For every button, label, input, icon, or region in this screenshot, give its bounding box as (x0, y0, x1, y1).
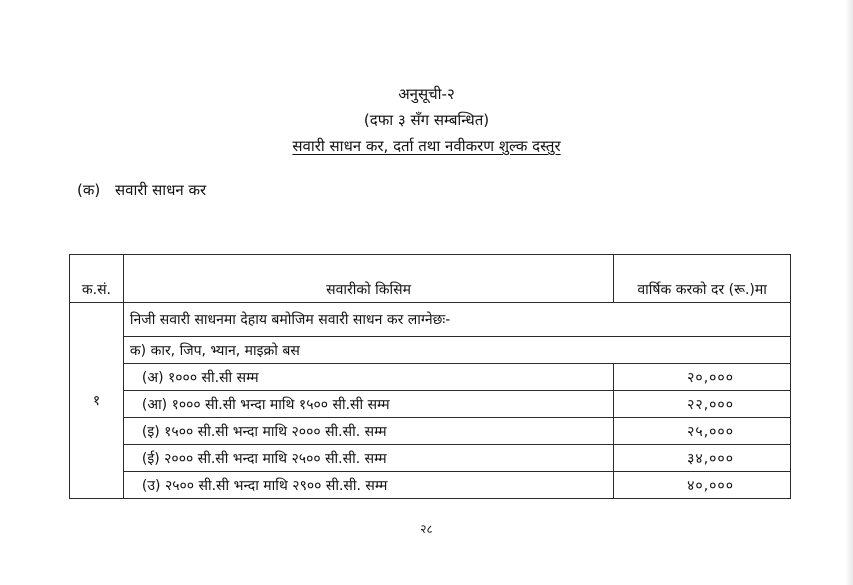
table-row (70, 303, 791, 337)
section-marker: (क) (77, 181, 101, 199)
row-rate: २०,००० (614, 364, 791, 391)
table-row (70, 445, 791, 472)
row-rate: ४०,००० (614, 472, 791, 499)
header-annual-rate: वार्षिक करको दर (रू.)मा (614, 255, 791, 303)
intro-row: निजी सवारी साधनमा देहाय बमोजिम सवारी साधन कर लाग्नेछः- (123, 303, 790, 337)
table-row (70, 472, 791, 499)
category-row: क) कार, जिप, भ्यान, माइक्रो बस (123, 337, 790, 364)
row-label: (अ) १००० सी.सी सम्म (123, 364, 613, 391)
section-reference: (दफा ३ सँग सम्बन्धित) (363, 111, 490, 129)
table-row (70, 418, 791, 445)
page-number: २८ (420, 522, 433, 536)
table-row (70, 364, 791, 391)
header-vehicle-type: सवारीको किसिम (123, 255, 613, 303)
row-label: (इ) १५०० सी.सी भन्दा माथि २००० सी.सी. सम्म (123, 418, 613, 445)
row-rate: २२,००० (614, 391, 791, 418)
schedule-heading: अनुसूची-२ (398, 85, 455, 103)
row-rate: २५,००० (614, 418, 791, 445)
table-row (70, 391, 791, 418)
row-label: (आ) १००० सी.सी भन्दा माथि १५०० सी.सी सम्म (123, 391, 613, 418)
table-row (70, 337, 791, 364)
row-label: (ई) २००० सी.सी भन्दा माथि २५०० सी.सी. सम्म (123, 445, 613, 472)
serial-number: १ (70, 303, 124, 499)
row-rate: ३४,००० (614, 445, 791, 472)
tax-rate-table (69, 254, 791, 499)
table-header-row (70, 255, 791, 303)
section-label: सवारी साधन कर (115, 181, 207, 199)
document-title: सवारी साधन कर, दर्ता तथा नवीकरण शुल्क दस्तुर (292, 137, 561, 155)
header-serial: क.सं. (70, 255, 124, 303)
row-label: (उ) २५०० सी.सी भन्दा माथि २९०० सी.सी. सम्म (123, 472, 613, 499)
section-heading (77, 180, 216, 200)
